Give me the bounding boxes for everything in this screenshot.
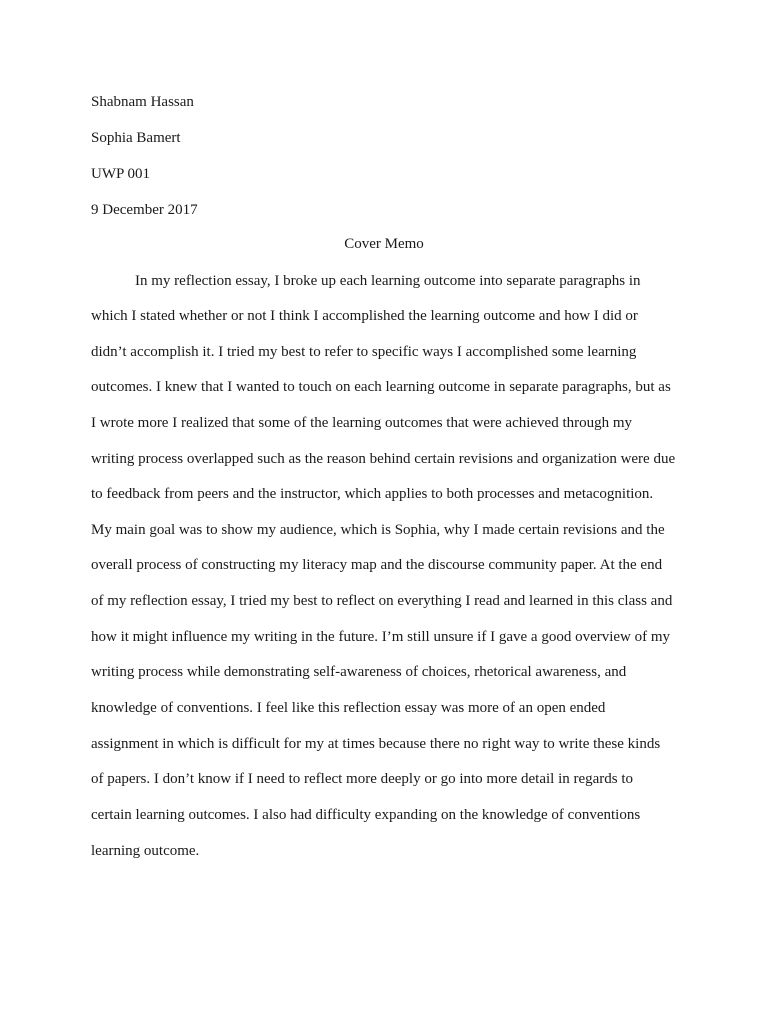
body-line: which I stated whether or not I think I accomplished the learning outcome and how I did or	[91, 308, 638, 324]
body-line: writing process overlapped such as the reason behind certain revisions and organization were due	[91, 451, 676, 467]
body-line: didn’t accomplish it. I tried my best to refer to specific ways I accomplished some learning	[91, 344, 637, 360]
student-name: Shabnam Hassan	[91, 94, 194, 110]
body-line: certain learning outcomes. I also had difficulty expanding on the knowledge of conventions	[91, 807, 641, 823]
body-line: learning outcome.	[91, 843, 200, 859]
body-line: of my reflection essay, I tried my best to reflect on everything I read and learned in this class and	[91, 593, 673, 609]
document-title: Cover Memo	[344, 236, 424, 252]
body-line: of papers. I don’t know if I need to reflect more deeply or go into more detail in regards to	[91, 771, 634, 787]
body-line: My main goal was to show my audience, which is Sophia, why I made certain revisions and the	[91, 522, 665, 538]
body-line: outcomes. I knew that I wanted to touch on each learning outcome in separate paragraphs, but as	[91, 379, 671, 395]
body-line: I wrote more I realized that some of the learning outcomes that were achieved through my	[91, 415, 633, 431]
body-line: writing process while demonstrating self-awareness of choices, rhetorical awareness, and	[91, 664, 627, 680]
body-line: to feedback from peers and the instructor, which applies to both processes and metacognition.	[91, 486, 654, 502]
date: 9 December 2017	[91, 202, 198, 218]
body-line: knowledge of conventions. I feel like this reflection essay was more of an open ended	[91, 700, 606, 716]
body-line: In my reflection essay, I broke up each learning outcome into separate paragraphs in	[135, 273, 641, 289]
instructor-name: Sophia Bamert	[91, 130, 181, 146]
body-line: overall process of constructing my literacy map and the discourse community paper. At the end	[91, 557, 663, 573]
body-line: how it might influence my writing in the future. I’m still unsure if I gave a good overview of my	[91, 629, 671, 645]
course-code: UWP 001	[91, 166, 151, 182]
body-line: assignment in which is difficult for my at times because there no right way to write these kinds	[91, 736, 661, 752]
